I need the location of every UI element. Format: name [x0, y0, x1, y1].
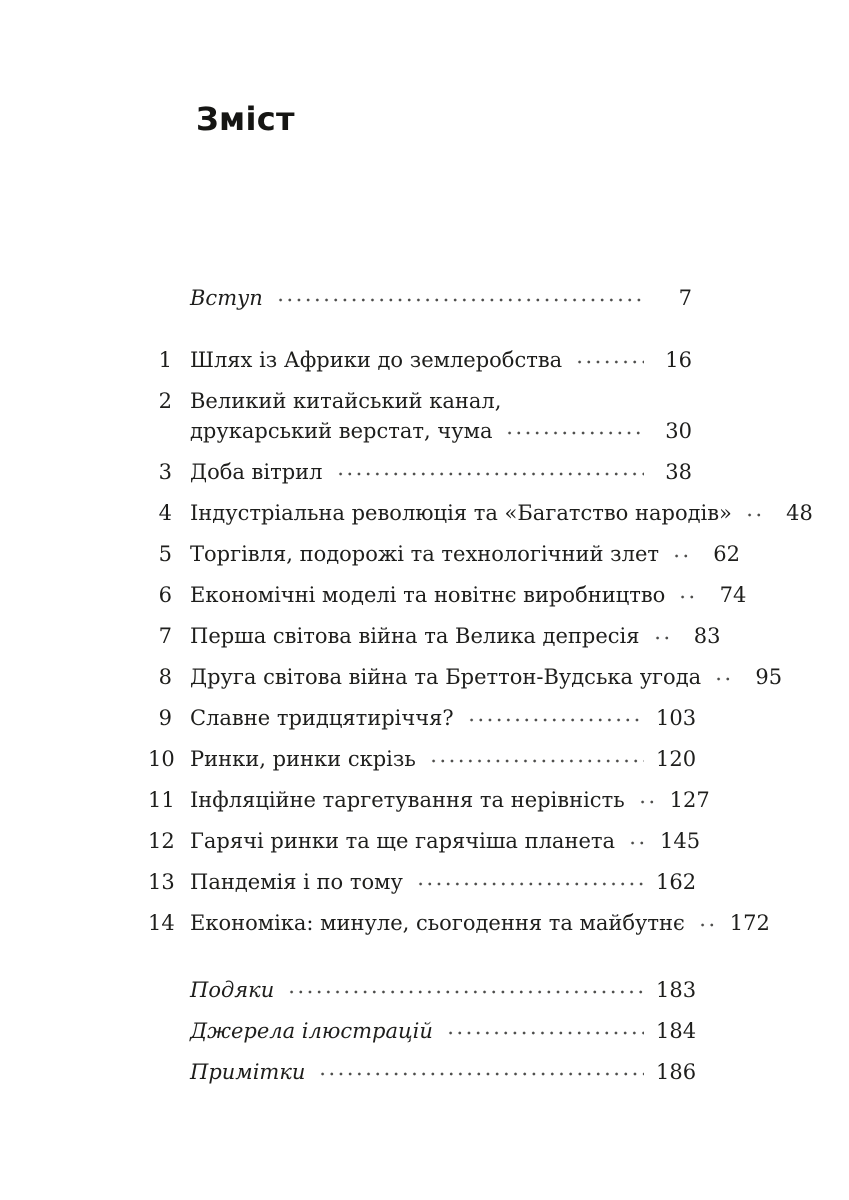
chapter-title: Інфляційне таргетування та нерівність	[190, 788, 625, 812]
dot-leader	[678, 595, 698, 599]
toc-entry-chapter-6	[148, 583, 747, 607]
chapter-number: 8	[158, 665, 172, 689]
entry-label: Подяки	[190, 978, 275, 1002]
page-title: Зміст	[196, 100, 295, 138]
chapter-number: 10	[148, 747, 175, 771]
chapter-title: Торгівля, подорожі та технологічний злет	[190, 542, 660, 566]
page-number: 95	[755, 665, 783, 689]
entry-label: Примітки	[190, 1060, 306, 1084]
toc-entry-chapter-2	[148, 391, 692, 442]
chapter-number: 3	[158, 460, 172, 484]
dot-leader	[575, 360, 644, 364]
chapter-title: Економічні моделі та новітнє виробництво	[190, 583, 666, 607]
page-number: 120	[656, 747, 697, 771]
page-number: 103	[656, 706, 697, 730]
dot-leader	[287, 990, 644, 994]
page-number: 16	[665, 348, 692, 372]
chapter-number: 11	[148, 788, 175, 812]
chapter-title-line-1: Великий китайський канал,	[190, 389, 502, 413]
toc-entry-chapter-10	[148, 747, 697, 771]
toc-entry-chapter-14	[148, 911, 770, 935]
chapter-title: Перша світова війна та Велика депресія	[190, 624, 640, 648]
chapter-title: Шлях із Африки до землеробства	[190, 348, 563, 372]
dot-leader	[429, 759, 644, 763]
toc-entry-chapter-13	[148, 870, 697, 894]
entry-label: Вступ	[190, 286, 263, 310]
page-number: 172	[729, 911, 770, 935]
chapter-title: Індустріальна революція та «Багатство народів»	[190, 501, 732, 525]
dot-leader	[416, 882, 644, 886]
toc-entry-notes	[148, 1060, 697, 1084]
page-number: 74	[719, 583, 747, 607]
table-of-contents	[148, 286, 813, 1084]
toc-entry-chapter-5	[148, 542, 741, 566]
dot-leader	[446, 1031, 644, 1035]
toc-chapters	[148, 348, 813, 935]
page-number: 48	[786, 501, 813, 525]
toc-entry-chapter-9	[148, 706, 697, 730]
chapter-number: 4	[158, 501, 172, 525]
toc-entry-chapter-8	[148, 665, 783, 689]
chapter-title-block	[190, 391, 692, 442]
chapter-title: Друга світова війна та Бреттон-Вудська угода	[190, 665, 702, 689]
page-number: 145	[660, 829, 701, 853]
page-number: 83	[693, 624, 721, 648]
chapter-number: 12	[148, 829, 175, 853]
toc-entry-chapter-7	[148, 624, 721, 648]
chapter-number: 1	[158, 348, 172, 372]
chapter-number: 5	[158, 542, 172, 566]
dot-leader	[638, 800, 658, 804]
chapter-title: Економіка: минуле, сьогодення та майбутнє	[190, 911, 685, 935]
dot-leader	[276, 298, 644, 302]
chapter-title: Славне тридцятиріччя?	[190, 706, 454, 730]
page-number: 62	[713, 542, 741, 566]
chapter-title: Гарячі ринки та ще гарячіша планета	[190, 829, 616, 853]
dot-leader	[698, 923, 718, 927]
dot-leader	[653, 636, 673, 640]
toc-entry-chapter-3	[148, 462, 692, 483]
dot-leader	[467, 718, 644, 722]
page-number: 7	[678, 286, 692, 310]
dot-leader	[672, 554, 692, 558]
toc-entry-intro	[148, 288, 692, 309]
chapter-title: Пандемія і по тому	[190, 870, 403, 894]
dot-leader	[714, 677, 734, 681]
toc-entry-illustration-sources	[148, 1019, 697, 1043]
page-number: 186	[656, 1060, 697, 1084]
page-number: 38	[665, 460, 692, 484]
page-number: 184	[656, 1019, 697, 1043]
dot-leader	[318, 1072, 644, 1076]
page-number: 183	[656, 978, 697, 1002]
chapter-title: Доба вітрил	[190, 460, 323, 484]
dot-leader	[336, 472, 645, 476]
toc-entry-chapter-4	[148, 501, 813, 525]
toc-front-matter	[148, 288, 692, 309]
page-number: 162	[656, 870, 697, 894]
chapter-title-line-2: друкарський верстат, чума	[190, 419, 493, 443]
chapter-number: 14	[148, 911, 175, 935]
toc-back-matter	[148, 978, 697, 1084]
dot-leader	[628, 841, 648, 845]
dot-leader	[505, 431, 644, 435]
toc-entry-chapter-12	[148, 829, 701, 853]
toc-entry-acknowledgements	[148, 978, 697, 1002]
page-number: 30	[665, 419, 692, 443]
toc-entry-chapter-11	[148, 788, 710, 812]
dot-leader	[745, 513, 765, 517]
page-number: 127	[669, 788, 710, 812]
chapter-number: 9	[158, 706, 172, 730]
chapter-number: 6	[158, 583, 172, 607]
chapter-title: Ринки, ринки скрізь	[190, 747, 416, 771]
chapter-number: 2	[158, 389, 172, 413]
chapter-number: 7	[158, 624, 172, 648]
chapter-number: 13	[148, 870, 175, 894]
toc-entry-chapter-1	[148, 350, 692, 371]
entry-label: Джерела ілюстрацій	[190, 1019, 433, 1043]
